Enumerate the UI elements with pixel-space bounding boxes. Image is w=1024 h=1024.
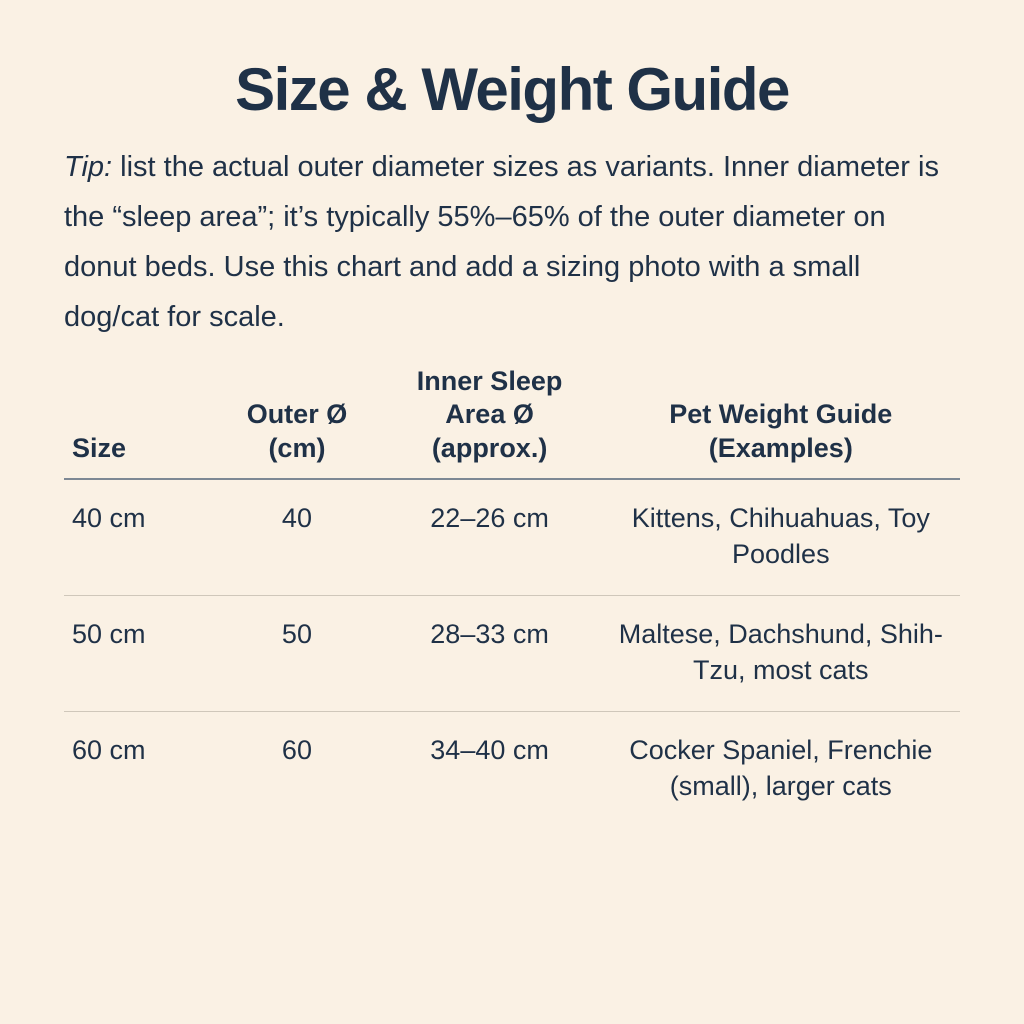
cell-outer: 60 (281, 734, 312, 765)
cell-inner: 34–40 cm (430, 734, 549, 765)
column-header-outer-line2: (cm) (268, 433, 326, 463)
column-header-inner-line2: Area Ø (445, 399, 534, 430)
intro-tip-label: Tip: (64, 151, 113, 183)
cell-inner: 22–26 cm (378, 479, 602, 595)
column-header-outer-line1: Outer Ø (246, 399, 348, 430)
table-row (64, 711, 960, 826)
cell-size: 60 cm (72, 734, 146, 765)
column-header-size (64, 361, 216, 479)
column-header-outer-diameter (216, 361, 377, 479)
cell-weight: Cocker Spaniel, Frenchie (small), larger cats (629, 734, 933, 801)
column-header-weight-line1: Pet Weight Guide (669, 399, 893, 430)
cell-size: 50 cm (64, 595, 216, 711)
column-header-inner-sleep-area (378, 361, 602, 479)
cell-weight: Kittens, Chihuahuas, Toy Poodles (602, 479, 960, 595)
cell-size: 40 cm (64, 479, 216, 595)
cell-inner: 28–33 cm (378, 595, 602, 711)
table-row (64, 479, 960, 595)
column-header-pet-weight-guide (602, 361, 960, 479)
cell-weight: Maltese, Dachshund, Shih-Tzu, most cats (602, 595, 960, 711)
intro-paragraph (64, 143, 960, 343)
intro-text: list the actual outer diameter sizes as variants. Inner diameter is the “sleep area”; it’s typically 55%–65% of the outer diameter on donut beds. Use this chart and add a sizing photo with a small dog/cat for scale. (64, 151, 939, 333)
column-header-inner-line3: (approx.) (431, 433, 548, 463)
table-header-row (64, 361, 960, 479)
table-header (64, 361, 960, 479)
cell-outer: 50 (216, 595, 377, 711)
table-body (64, 479, 960, 827)
column-header-weight-line2: (Examples) (708, 433, 853, 463)
size-weight-table (64, 361, 960, 827)
cell-outer: 40 (216, 479, 377, 595)
table-row (64, 595, 960, 711)
column-header-size-line1: Size (72, 433, 127, 463)
page-title: Size & Weight Guide (235, 56, 789, 123)
column-header-inner-line1: Inner Sleep (416, 365, 563, 396)
